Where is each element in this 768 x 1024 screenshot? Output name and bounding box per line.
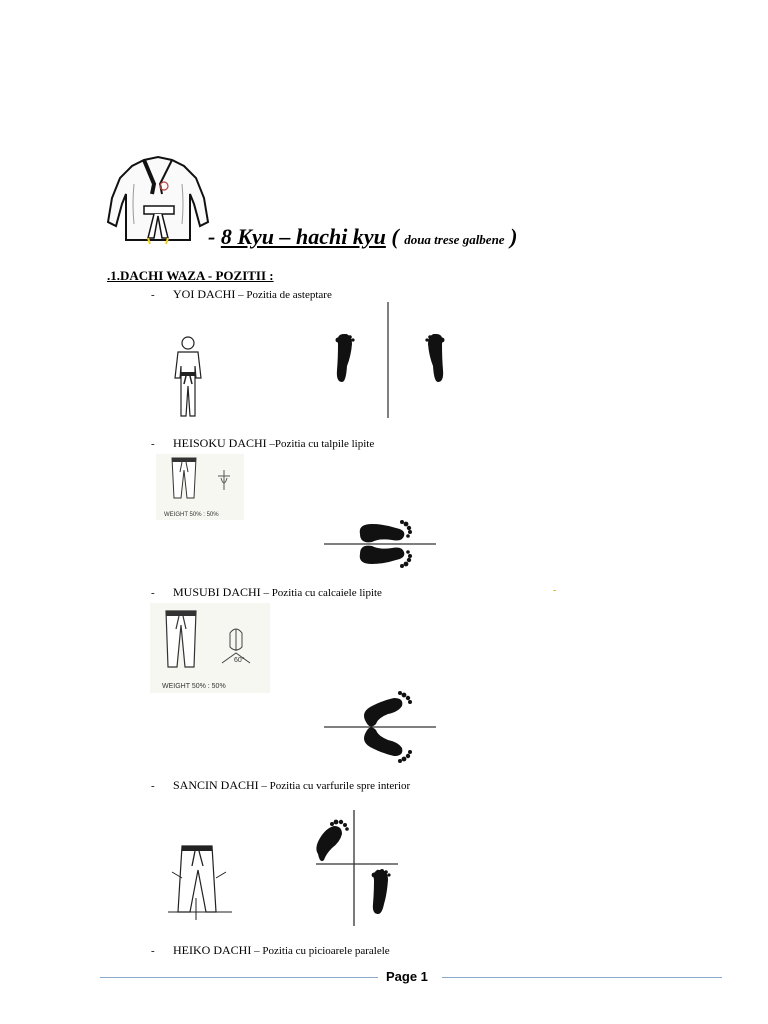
- stance-description: – Pozitia cu varfurile spre interior: [258, 780, 411, 792]
- title-subtitle: doua trese galbene: [404, 232, 505, 247]
- musubi-weight-label: WEIGHT 50% : 50%: [162, 683, 226, 690]
- stance-name: HEIKO DACHI: [173, 943, 252, 957]
- stance-name: MUSUBI DACHI: [173, 585, 261, 599]
- stance-name: YOI DACHI: [173, 287, 236, 301]
- title-close-paren: ): [504, 224, 518, 249]
- list-item: [151, 585, 382, 600]
- stance-description: – Pozitia cu calcaiele lipite: [260, 587, 382, 599]
- sancin-dachi-figure-icon: [166, 842, 234, 922]
- list-dash: -: [151, 438, 155, 450]
- list-item: [151, 287, 332, 302]
- list-item: [151, 436, 374, 451]
- musubi-dachi-feet-diagram: [324, 690, 438, 764]
- title-open-paren: (: [385, 224, 405, 249]
- footer-divider-left: [100, 977, 378, 978]
- stance-description: –Pozitia cu talpile lipite: [266, 438, 375, 450]
- stance-description: – Pozitia cu picioarele paralele: [251, 945, 390, 957]
- footer-divider-right: [442, 977, 722, 978]
- musubi-legs-icon: [150, 603, 270, 677]
- stance-name: SANCIN DACHI: [173, 778, 259, 792]
- list-dash: -: [151, 587, 155, 599]
- page-number: Page 1: [386, 969, 428, 984]
- sancin-dachi-feet-diagram: [310, 808, 400, 928]
- heisoku-dachi-feet-diagram: [324, 516, 438, 572]
- list-item: [151, 778, 410, 793]
- list-dash: -: [151, 945, 155, 957]
- page-title: [208, 224, 517, 250]
- yoi-dachi-figure-icon: [168, 334, 208, 420]
- musubi-dachi-figure: [150, 603, 270, 693]
- list-dash: -: [151, 289, 155, 301]
- list-dash: -: [151, 780, 155, 792]
- list-item: [151, 943, 390, 958]
- heisoku-weight-label: WEIGHT 50% : 50%: [164, 512, 219, 518]
- stance-name: HEISOKU DACHI: [173, 436, 267, 450]
- title-main: 8 Kyu – hachi kyu: [220, 224, 386, 249]
- karate-gi-icon: [104, 154, 212, 246]
- musubi-angle-label: 60°: [234, 657, 245, 664]
- heisoku-legs-icon: [156, 454, 244, 510]
- heisoku-dachi-figure: [156, 454, 244, 520]
- marker-dash: -: [553, 585, 557, 596]
- yoi-dachi-feet-diagram: [330, 300, 454, 420]
- stance-description: – Pozitia de asteptare: [235, 289, 332, 301]
- title-prefix: -: [208, 224, 221, 249]
- section-heading: .1.DACHI WAZA - POZITII :: [107, 268, 274, 283]
